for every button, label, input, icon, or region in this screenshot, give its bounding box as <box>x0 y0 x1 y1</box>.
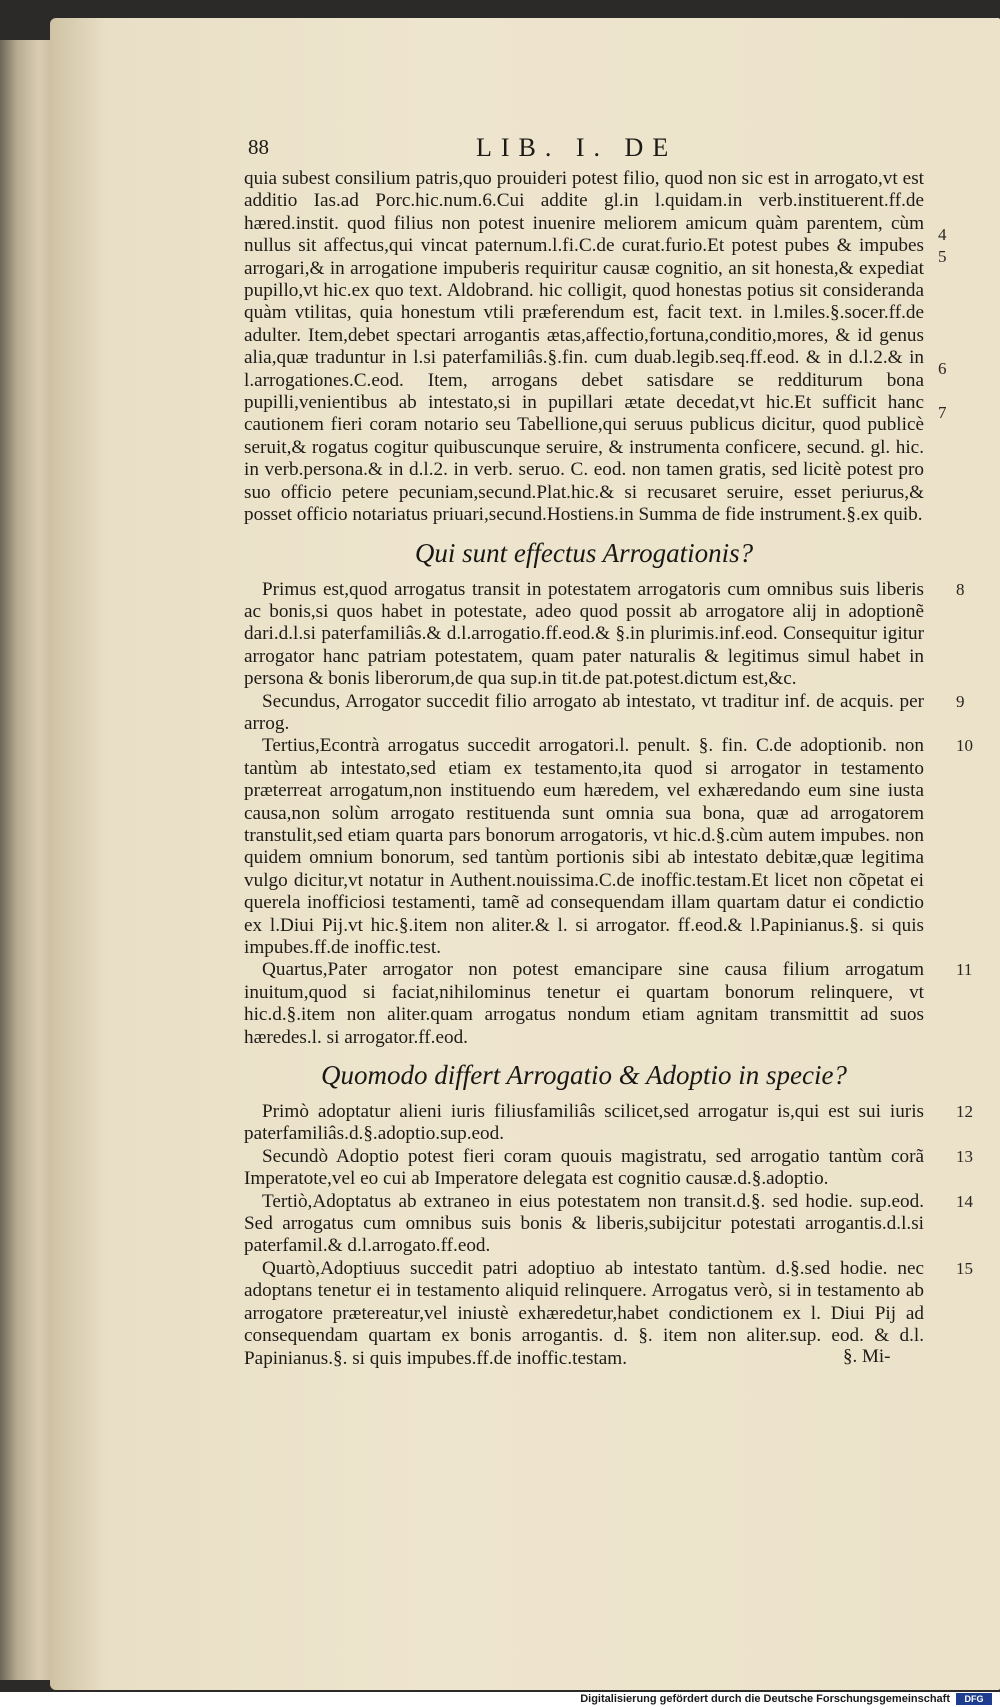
margin-number: 13 <box>956 1146 973 1166</box>
running-head <box>248 135 948 165</box>
section-heading: Quomodo differt Arrogatio & Adoptio in specie? <box>321 1060 847 1091</box>
paragraph-text: quia subest consilium patris,quo prouideri potest filio, quod non sic est in arrogato,vt est additio Ias.ad Porc.hic.num.6.Cui addite gl.in l.quidam.in verb.instituerent.ff.de hæred.instit. quod filius non potest inuenire meliorem amicum quàm parentem, cùm nullus sit affectus,qui vincat paternum.l.fi.C.de curat.furio.Et potest pubes & impubes arrogari,& in arrogatione impuberis requiritur causæ cognitio, an sit honesta,& expediat pupillo,vt hic.ex quo text. Aldobrand. hic colligit, quod honestas potius sit consideranda quàm vtilitas, quia honestum vtili præferendum est, facit text. in l.miles.§.socer.ff.de adulter. Item,debet spectari arrogantis ætas,affectio,fortuna,conditio,mores, & id genus alia,quæ traduntur in l.si paterfamiliâs.§.fin. cum duab.legib.seq.ff.eod. & in d.l.2.& in l.arrogationes.C.eod. Item, arrogans debet satisdare se redditurum bona pupilli,venientibus ab intestato,si in pupillari ætate decedat,vt hic.Et sufficit hanc cautionem fieri coram notario seu Tabellione,qui seruus publicus dicitur, quod publicè seruit,& rogatus cogitur quibuscunque seruire, & instrumenta conficere, secund. gl. hic. in verb.persona.& in d.l.2. in verb. seruo. C. eod. non tamen gratis, sed licitè potest pro suo officio petere pecuniam,secund.Plat.hic.& si recusaret seruire, esset periurus,& posset officio notariatus priuari,secund.Hostiens.in Summa de fide instrument.§.ex quib. <box>244 168 924 526</box>
paragraph-text: Tertiò,Adoptatus ab extraneo in eius potestatem non transit.d.§. sed hodie. sup.eod. Sed arrogatus cum omnibus suis bonis & liberis,subijcitur potestati arrogantis.d.l.si paterfamil.& d.l.arrogato.ff.eod. <box>244 1190 924 1257</box>
paragraph-text: Primò adoptatur alieni iuris filiusfamiliâs scilicet,sed arrogatur is,qui est sui iuris paterfamiliâs.d.§.adoptio.sup.eod. <box>244 1101 924 1145</box>
margin-number: 14 <box>956 1191 973 1211</box>
paragraph <box>244 1257 973 1370</box>
paragraph <box>244 690 965 736</box>
paragraph <box>244 578 965 691</box>
margin-number: 10 <box>956 736 973 756</box>
paragraph-intro <box>244 168 947 527</box>
paragraph-text: Quartus,Pater arrogator non potest emancipare sine causa filium arrogatum inuitum,quod si faciat,nihilominus tenetur ei quartam bonorum relinquere, vt hic.d.§.item non aliter.quam arrogatus nondum etiam agnitam transmittit ad suos hæredes.l. si arrogator.ff.eod. <box>244 959 924 1048</box>
paragraph <box>244 735 973 959</box>
section-heading: Qui sunt effectus Arrogationis? <box>414 537 754 568</box>
paragraph <box>244 959 973 1049</box>
paragraph <box>244 1190 973 1258</box>
margin-number: 7 <box>938 403 947 422</box>
main-text <box>244 168 973 1370</box>
margin-number: 6 <box>938 359 947 378</box>
dfg-logo: DFG <box>956 1693 992 1705</box>
paragraph <box>244 1101 973 1146</box>
page-number: 88 <box>248 135 269 159</box>
paragraph-text: Secundus, Arrogator succedit filio arrogato ab intestato, vt traditur inf. de acquis. per arrog. <box>244 690 924 734</box>
margin-number: 5 <box>938 247 947 266</box>
paragraph-text: Primus est,quod arrogatus transit in potestatem arrogatoris cum omnibus suis liberis ac bonis,si quos habet in potestate, adeo quod possit ab arrogatore alij in adoptionẽ dari.d.l.si paterfamiliâs.& d.l.arrogatio.ff.eod.& §.in plurimis.inf.eod. Consequitur igitur arrogator hanc patriam potestatem, quam pater naturalis & legitimus simul habet in persona & bonis liberorum,de qua sup.in tit.de pat.potest.dictum est,&c. <box>244 578 924 690</box>
catchword: §. Mi- <box>843 1346 891 1367</box>
running-head-title: LIB. I. DE <box>476 133 678 162</box>
margin-number: 12 <box>956 1102 973 1122</box>
paragraph-text: Secundò Adoptio potest fieri coram quouis magistratu, sed arrogatio tantùm corã Imperatote,vel eo cui ab Imperatore delegata est cognitio causæ.d.§.adoptio. <box>244 1145 924 1190</box>
margin-number: 4 <box>938 225 947 244</box>
paragraph-text: Tertius,Econtrà arrogatus succedit arrogatori.l. penult. §. fin. C.de adoptionib. non tantùm ab intestato,sed etiam ex testamento,ita quod si arrogator in testamento præterreat arrogatum,non instituendo eum hæredem, vel exhæredando eum sine iusta causa,non solùm arrogato restituenda sunt omnia sua bona, quæ ad arrogatorem transtulit,sed etiam quarta pars bonorum arrogatoris, vt hic.d.§.cùm autem impubes. non quidem omnium bonorum, sed tantùm portionis sibi ab intestato debitæ,quæ legitima vulgo dicitur,vt notatur in Authent.nouissima.C.de inoffic.testam.Et licet non cõpetat ei querela inofficiosi testamenti, tamẽ ad consequendam illam quartam datur ei condictio ex l.Diui Pij.vt hic.§.item non aliter.& l. si arrogator. ff.eod.& l.Papinianus.§. si quis impubes.ff.de inoffic.test. <box>244 735 924 958</box>
margin-number: 8 <box>956 579 965 599</box>
funding-notice: Digitalisierung gefördert durch die Deutsche Forschungsgemeinschaft <box>580 1693 950 1705</box>
paragraph-text: Quartò,Adoptiuus succedit patri adoptiuo ab intestato tantùm. d.§.sed hodie. nec adoptans tenetur ei in testamento aliquid relinquere. Arrogatus verò, si in testamento ab arrogatore prætereatur,vel iniustè exhæredetur,habet condictionem ex l. Diui Pij ad consequendam quartam ex bonis arrogantis. d. §. item non aliter.sup. eod. & d.l. Papinianus.§. si quis impubes.ff.de inoffic.testam. <box>244 1257 924 1369</box>
paragraph <box>244 1145 973 1191</box>
margin-number: 9 <box>956 691 965 711</box>
margin-number: 11 <box>956 960 973 980</box>
margin-number: 15 <box>956 1258 973 1278</box>
